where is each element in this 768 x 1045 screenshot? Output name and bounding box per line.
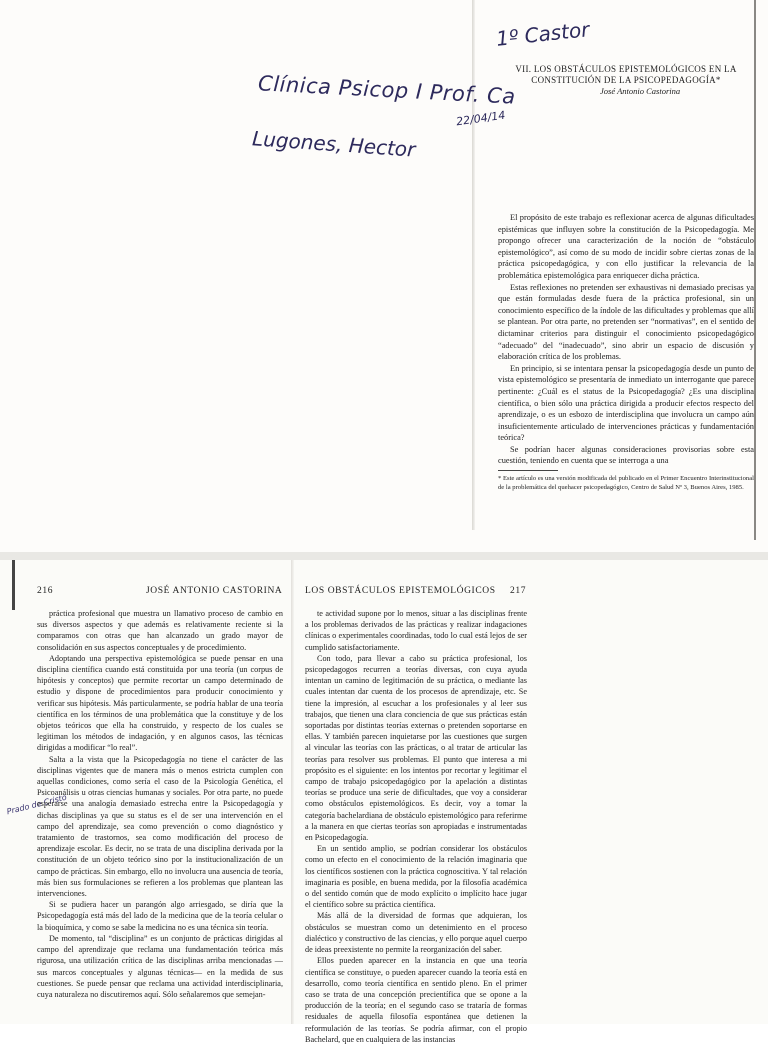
left-page-body	[37, 608, 283, 1024]
running-head-right: LOS OBSTÁCULOS EPISTEMOLÓGICOS	[305, 586, 496, 596]
scan-edge	[754, 0, 756, 540]
page-number-left: 216	[37, 586, 54, 596]
scan-gap	[0, 552, 768, 560]
body-paragraph: Salta a la vista que la Psicopedagogía no tiene el carácter de las disciplinas vigentes que de manera más o menos estricta cumplen con aquellas condiciones, como sería el caso de la Psicología Genética, el Psicoanálisis u otras ciencias humanas y sociales. Por otra parte, no puede esperarse una analogía demasiado estrecha entre la Psicopedagogía y dichas disciplinas ya que su status es el de ser una intervención en el campo del aprendizaje, sea como prevención o como diagnóstico y tratamiento de trastornos, sea como modificación del proceso de aprendizaje escolar. Es decir, no se trata de una disciplina derivada por la constitución de un objeto teórico sino por la institucionalización de un campo de prácticas. Sin embargo, ello no involucra una ausencia de teoría, más bien sus formulaciones se refieren a los problemas que plantean las intervenciones.	[37, 754, 283, 899]
intro-paragraph: En principio, si se intentara pensar la psicopedagogía desde un punto de vista epistemológico se presentaría de inmediato un interrogante que parece pertinente: ¿Cuál es el status de la Psicopedagogía? ¿Es una disciplina científica, o bien sólo una práctica dirigida a producir efectos respecto del aprendizaje, o es un esbozo de interdisciplina que involucra un campo aún insuficientemente articulado de intervenciones prácticas y fundamentación teórica?	[498, 363, 754, 443]
intro-paragraph: Se podrían hacer algunas consideraciones provisorias sobre esta cuestión, teniendo en cuenta que se interroga a una	[498, 444, 754, 466]
body-paragraph: práctica profesional que muestra un llamativo proceso de cambio en sus diversos aspectos y que además es relativamente reciente si la comparamos con otras que han alcanzado un grado mayor de consolidación en sus aspectos conceptuales y de procedimiento.	[37, 609, 283, 652]
page-number-right: 217	[510, 586, 527, 596]
running-head-left: JOSÉ ANTONIO CASTORINA	[146, 586, 283, 596]
body-paragraph: Con todo, para llevar a cabo su práctica profesional, los psicopedagogos recurren a teorías diversas, con cuya ayuda intentan un camino de legitimación de su práctica, o mediante las cuales intentan dar cuenta de los procesos de aprendizaje, etc. Se tiene la impresión, al escuchar a los profesionales y al leer sus trabajos, que tienen una clara conciencia de que sus prácticas están soportadas por distintas teorías externas o pretenden soportarse en ellas. Y también parecen inquietarse por las cuestiones que surgen al vincular las teorías con las prácticas, o al tratar de articular las teorías para resolver sus problemas. El punto que interesa a mi propósito es el siguiente: en los intentos por recortar y legitimar el campo de trabajo psicopedagógico por la apelación a distintas teorías se produce una serie de dificultades, que voy a considerar como obstáculos epistemológicos. Es decir, voy a tomar la categoría bachelardiana de obstáculo epistemológico para referirme a la manera en que ciertas teorías son apropiadas e instrumentadas en Psicopedagogía.	[305, 653, 527, 843]
handwritten-margin-note: Prado de Cristo	[5, 792, 68, 817]
body-paragraph: Ellos pueden aparecer en la instancia en que una teoría científica se constituye, o pueden aparecer cuando la teoría está en desarrollo, como teoría científica en sentido pleno. En el primer caso se trata de una concepción precientífica que se opone a la producción de la teoría; en el segundo caso se trataría de formas residuales de aquella filosofía espontánea que detienen la reformulación de las teorías. Se podría afirmar, con el propio Bachelard, que en cualquiera de las instancias	[305, 956, 527, 1044]
handwritten-name: Lugones, Hector	[251, 126, 417, 162]
footnote-rule	[498, 470, 558, 471]
chapter-title-line2: CONSTITUCIÓN DE LA PSICOPEDAGOGÍA*	[531, 75, 721, 85]
body-paragraph: te actividad supone por lo menos, situar a las disciplinas frente a los problemas derivados de las prácticas y realizar indagaciones clínicas o experimentales coordinadas, todo lo cual está lejos de ser cumplido satisfactoriamente.	[305, 609, 527, 652]
chapter-title-line1: VII. LOS OBSTÁCULOS EPISTEMOLÓGICOS EN LA	[515, 64, 737, 74]
body-paragraph: De momento, tal “disciplina” es un conjunto de prácticas dirigidas al campo del aprendizaje que reclama una fundamentación teórica más rigurosa, una utilización crítica de las disciplinas arriba mencionadas —sus marcos conceptuales y algunas técnicas— en la medida de sus cuestiones. Se puede pensar que reclama una actividad interdisciplinaria, cuya naturaleza no discutiremos aquí. Sólo señalaremos que semejan-	[37, 933, 283, 999]
body-paragraph: Adoptando una perspectiva epistemológica se puede pensar en una disciplina científica cuando está constituida por una teoría (un corpus de hipótesis y conceptos) que permite recortar un campo determinado de estudio y dispone de procedimientos para producir conocimiento y verificar sus hipótesis. Más particularmente, se podría hablar de una teoría científica en los términos de una problemática que la constituye y de los objetos teóricos que ella ha construido, y respecto de los cuales se legitiman los métodos de indagación, y en algunos casos, las técnicas dirigidas a modificar “lo real”.	[37, 653, 283, 753]
scan-edge-mark	[12, 560, 15, 610]
right-page-body	[305, 608, 527, 1044]
handwritten-course: Clínica Psicop I Prof. Ca	[257, 71, 517, 109]
intro-paragraph: Estas reflexiones no pretenden ser exhaustivas ni demasiado precisas ya que están formuladas desde fuera de la práctica profesional, sin un conocimiento específico de la índole de las dificultades y problemas que allí se plantean. Por otra parte, no pretenden ser “normativas”, en el sentido de dictaminar criterios para distinguir el conocimiento psicopedagógico “adecuado” del “inadecuado”, sino abrir un espacio de discusión y elaboración crítica de los problemas.	[498, 282, 754, 362]
intro-paragraph: El propósito de este trabajo es reflexionar acerca de algunas dificultades epistémicas que influyen sobre la constitución de la Psicopedagogía. Me propongo ofrecer una caracterización de la noción de “obstáculo epistemológico”, así como de su modo de incidir sobre ciertas zonas de la práctica psicopedagógica, y con ello justificar la relevancia de la problemática epistemológica para enriquecer dicha práctica.	[498, 213, 754, 280]
handwritten-top-note: 1º Castor	[495, 17, 591, 51]
body-paragraph: En un sentido amplio, se podrían considerar los obstáculos como un efecto en el conocimiento de la relación imaginaria que los científicos sostienen con la práctica cognoscitiva. Y tal relación imaginaria es posible, en buena medida, por la filosofía académica o del sentido común que de modo explícito o implícito hace jugar el científico sobre su práctica científica.	[305, 844, 527, 910]
handwritten-date: 22/04/14	[455, 108, 507, 129]
footnote: * Este artículo es una versión modificada del publicado en el Primer Encuentro Interinstitucional de la problemática del quehacer psicopedagógico, Centro de Salud Nº 3, Buenos Aires, 1985.	[498, 475, 754, 491]
intro-column	[498, 212, 754, 466]
body-paragraph: Más allá de la diversidad de formas que adquieran, los obstáculos se muestran como un detenimiento en el proceso dialéctico y constructivo de las ciencias, y ello porque aquel cuerpo de ideas preexistente no permite la reorganización del saber.	[305, 911, 527, 955]
chapter-author: José Antonio Castorina	[600, 86, 681, 96]
spine-shadow	[291, 560, 294, 1024]
chapter-title	[508, 64, 744, 86]
body-paragraph: Si se pudiera hacer un parangón algo arriesgado, se diría que la Psicopedagogía está más del lado de la medicina que de la teoría celular o la bioquímica, y como se sabe la medicina no es una técnica sin teoría.	[37, 900, 283, 932]
page-fold-shadow	[472, 0, 475, 530]
